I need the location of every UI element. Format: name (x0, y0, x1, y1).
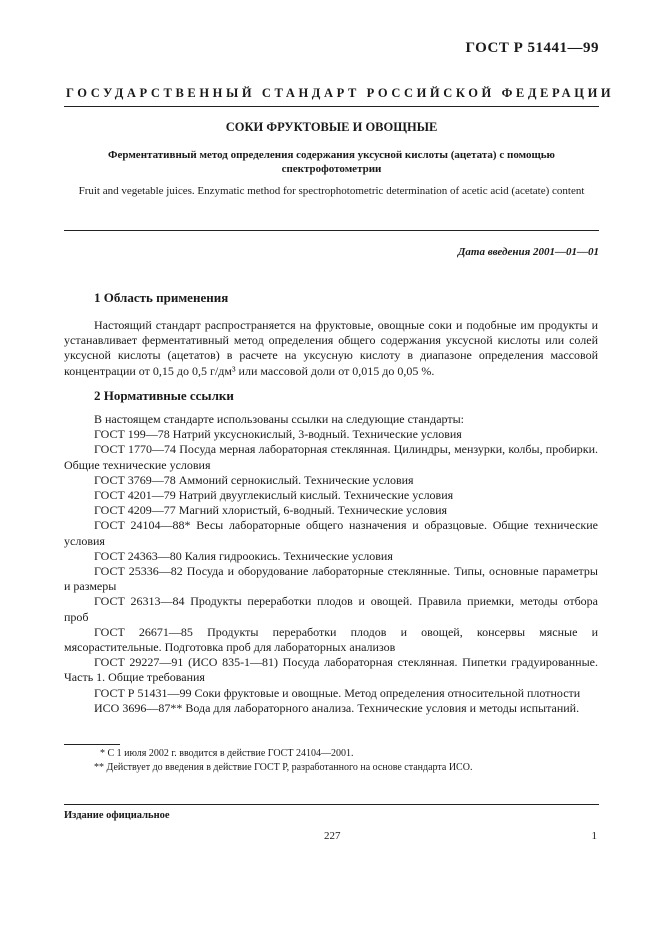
reference-item: ГОСТ Р 51431—99 Соки фруктовые и овощные. Метод определения относительной плотности (94, 685, 581, 700)
section-1-body (64, 318, 598, 379)
document-number: ГОСТ Р 51441—99 (465, 40, 599, 56)
section-1-heading: 1 Область применения (94, 290, 229, 305)
reference-item: ИСО 3696—87** Вода для лабораторного анализа. Технические условия и методы испытаний. (94, 700, 580, 715)
section-2-heading: 2 Нормативные ссылки (94, 388, 234, 403)
footnote-1: * С 1 июля 2002 г. вводится в действие ГОСТ 24104—2001. (100, 748, 354, 759)
reference-item: ГОСТ 26671—85 Продукты переработки плодов и овощей, консервы мясные и мясорастительные. Подготовка проб для лабораторных анализов (64, 624, 598, 655)
reference-item: ГОСТ 24104—88* Весы лабораторные общего назначения и образцовые. Общие технические условия (64, 518, 598, 548)
section-1-paragraph: Настоящий стандарт распространяется на фруктовые, овощные соки и подобные им продукты и устанавливает ферментативный метод определения общего содержания уксусной кислоты или солей уксусной кислоты (ацетатов) в расчете на уксусную кислоту в диапазоне определения массовой концентрации от 0,15 до 0,5 г/дм³ или массовой доли от 0,015 до 0,05 %. (64, 318, 598, 378)
title-rule (64, 230, 599, 231)
reference-item: ГОСТ 4209—77 Магний хлористый, 6-водный. Технические условия (94, 503, 448, 518)
official-edition-label: Издание официальное (64, 810, 170, 821)
section-2-intro: В настоящем стандарте использованы ссылки на следующие стандарты: (94, 412, 465, 426)
introduction-date: Дата введения 2001—01—01 (457, 246, 599, 258)
sheet-number: 1 (591, 830, 597, 842)
reference-item: ГОСТ 199—78 Натрий уксуснокислый, 3-водный. Технические условия (94, 427, 462, 442)
state-standard-title: ГОСУДАРСТВЕННЫЙ СТАНДАРТ РОССИЙСКОЙ ФЕДЕРАЦИИ (66, 86, 615, 100)
reference-item: ГОСТ 29227—91 (ИСО 835-1—81) Посуда лабораторная стеклянная. Пипетки градуированные. Часть 1. Общие требования (64, 655, 598, 685)
reference-item: ГОСТ 24363—80 Калия гидроокись. Технические условия (94, 548, 393, 563)
section-2-body (64, 412, 598, 716)
footnote-2: ** Действует до введения в действие ГОСТ Р, разработанного на основе стандарта ИСО. (94, 762, 473, 773)
reference-item: ГОСТ 25336—82 Посуда и оборудование лабораторные стеклянные. Типы, основные параметры и размеры (64, 564, 598, 594)
reference-item: ГОСТ 1770—74 Посуда мерная лабораторная стеклянная. Цилиндры, мензурки, колбы, пробирки. Общие технические условия (64, 442, 598, 472)
footnote-separator (64, 744, 120, 745)
english-title: Fruit and vegetable juices. Enzymatic method for spectrophotometric determination of acetic acid (acetate) content (78, 185, 585, 197)
reference-item: ГОСТ 4201—79 Натрий двууглекислый кислый. Технические условия (94, 488, 454, 503)
footer-rule (64, 804, 599, 805)
standard-title: СОКИ ФРУКТОВЫЕ И ОВОЩНЫЕ (225, 120, 438, 134)
header-rule (64, 106, 599, 107)
reference-item: ГОСТ 26313—84 Продукты переработки плодов и овощей. Правила приемки, методы отбора проб (64, 594, 598, 624)
standard-subtitle: Ферментативный метод определения содержания уксусной кислоты (ацетата) с помощью спектрофотометрии (108, 149, 555, 175)
reference-item: ГОСТ 3769—78 Аммоний сернокислый. Технические условия (94, 472, 414, 487)
page-number: 227 (324, 830, 341, 842)
